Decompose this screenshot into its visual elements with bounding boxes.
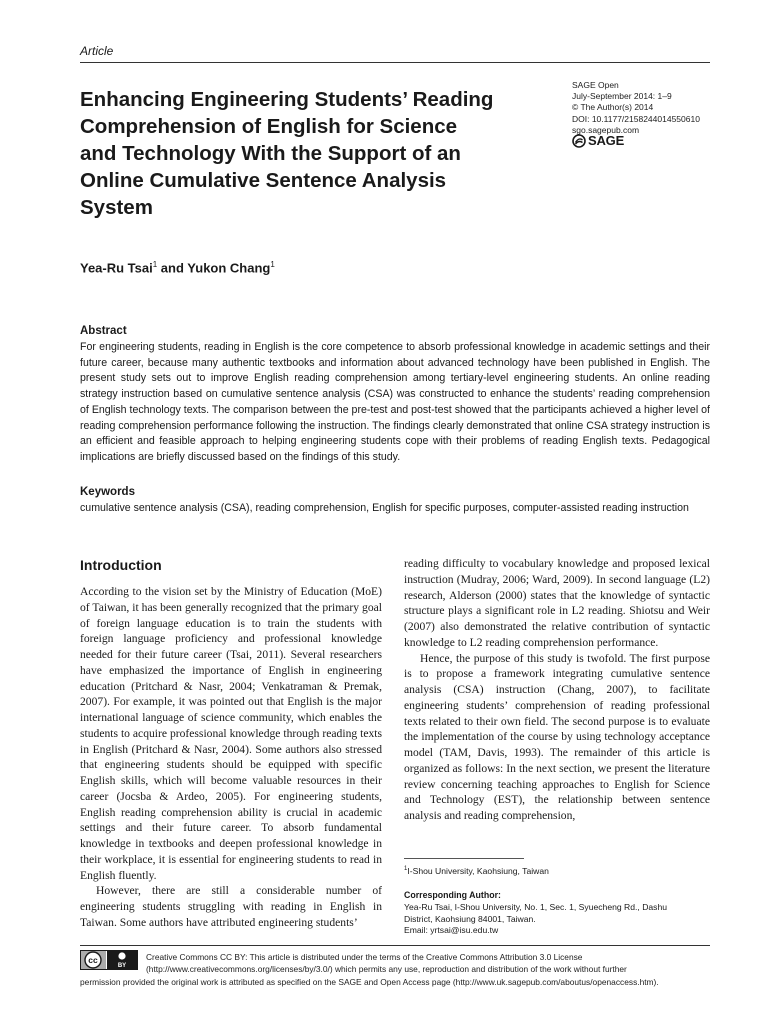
title-line: Enhancing Engineering Students’ Reading <box>80 88 494 111</box>
sage-logo-icon <box>572 134 586 148</box>
abstract-heading: Abstract <box>80 325 127 337</box>
right-column <box>404 556 710 824</box>
corresponding-address-line: Yea-Ru Tsai, I-Shou University, No. 1, Sec. 1, Syuecheng Rd., Dashu <box>404 902 668 912</box>
header-rule <box>80 62 710 63</box>
by-badge-text: BY <box>117 963 127 969</box>
author-name: Yukon Chang <box>187 260 271 276</box>
license-line: Creative Commons CC BY: This article is distributed under the terms of the Creative Commons Attribution 3.0 License <box>146 952 583 962</box>
left-column <box>80 584 382 931</box>
copyright: © The Author(s) 2014 <box>572 102 654 113</box>
title-line: System <box>80 196 153 219</box>
body-paragraph: Hence, the purpose of this study is twofold. The first purpose is to propose a framework integrating cumulative sentence analysis (CSA) instruction (Chang, 2007), to facilitate engineering students’ comprehension of reading professional texts related to their own field. The second purpose is to evaluate the implementation of the course by using technology acceptance model (TAM, Davis, 1993). The remainder of this article is organized as follows: In the next section, we present the literature review concerning teaching approaches to English for Science and Technology (EST), the relationship between sentence analysis and reading comprehension, <box>404 651 710 822</box>
body-paragraph: reading difficulty to vocabulary knowledge and proposed lexical instruction (Mudray, 2006; Ward, 2009). In second language (L2) research, Alderson (2000) states that the knowledge of syntactic structure plays a significant role in L2 reading. Shiotsu and Weir (2007) also demonstrated the relative contribution of syntactic knowledge to L2 reading comprehension performance. <box>404 557 710 649</box>
corresponding-address-line: District, Kaohsiung 84001, Taiwan. <box>404 913 536 924</box>
affiliation-marker: 1 <box>404 866 408 873</box>
section-heading-introduction: Introduction <box>80 557 162 573</box>
corresponding-author-heading: Corresponding Author: <box>404 890 501 900</box>
journal-issue: July-September 2014: 1–9 <box>572 91 672 102</box>
keywords-text: cumulative sentence analysis (CSA), reading comprehension, English for specific purposes, computer-assisted reading instruction <box>80 502 689 514</box>
author-name: Yea-Ru Tsai <box>80 260 153 276</box>
cc-badge-text: cc <box>88 955 98 965</box>
abstract-text: For engineering students, reading in English is the core competence to absorb professional knowledge in academic settings and their future career, because many authentic textbooks and information about advanced technology have been published in English. The present study sets out to improve English reading comprehension among tertiary-level engineering students. An online reading strategy instruction based on cumulative sentence analysis (CSA) was constructed to enhance the students’ reading comprehension of English technology texts. The comparison between the pre-test and post-test showed that the participants achieved a higher level of reading comprehension performance following the instruction. The findings clearly demonstrated that online CSA strategy instruction is an efficient and feasible approach to helping engineering students cope with their problems of reading English texts. Pedagogical implications are briefly discussed based on the findings of this study. <box>80 341 710 463</box>
body-paragraph: However, there are still a considerable number of engineering students struggling with reading in English in Taiwan. Some authors have attributed engineering students’ <box>80 884 382 929</box>
journal-meta <box>572 80 712 136</box>
sage-logo <box>572 133 624 148</box>
corresponding-email-link[interactable]: Email: yrtsai@isu.edu.tw <box>404 925 499 936</box>
author-affiliation-marker: 1 <box>270 260 275 269</box>
journal-name: SAGE Open <box>572 80 619 90</box>
corresponding-author-details <box>404 902 704 937</box>
body-paragraph: According to the vision set by the Ministry of Education (MoE) of Taiwan, it has been generally recognized that the primary goal of foreign language education is to train the students with foreign language proficiency and professional knowledge needed for their future career (Tsai, 2011). Several researchers have emphasized the importance of English in engineering education (Pritchard & Nasr, 2004; Venkatraman & Premak, 2007). For example, it was pointed out that English is the major international language of science community, which enables the students to acquire professional knowledge through reading texts in English (Pritchard & Nasr, 2004). Some authors also stressed that engineering students should be equipped with specific English skills, which will become valuable resources in their career (Jocsba & Ardeo, 2005). For engineering students, English reading comprehension ability is crucial in academic settings and their future career. To absorb fundamental knowledge in textbooks and deepen professional knowledge in their workplace, it is essential for engineering students to read in English fluently. <box>80 585 382 882</box>
title-line: and Technology With the Support of an <box>80 142 461 165</box>
author-conjunction: and <box>157 260 188 276</box>
license-line: permission provided the original work is attributed as specified on the SAGE and Open Access page (http://www.uk.sagepub.com/aboutus/openaccess.htm). <box>80 976 659 987</box>
affiliation-text: I-Shou University, Kaohsiung, Taiwan <box>407 866 549 876</box>
journal-site-link[interactable]: sgo.sagepub.com <box>572 124 640 135</box>
footer-rule <box>80 945 710 946</box>
paper-title <box>80 86 540 221</box>
footnote-rule <box>404 858 524 859</box>
author-line <box>80 260 275 275</box>
title-line: Comprehension of English for Science <box>80 115 458 138</box>
author-affiliation-marker: 1 <box>152 260 158 269</box>
affiliation-footnote <box>404 866 549 876</box>
doi: DOI: 10.1177/2158244014550610 <box>572 113 700 124</box>
article-type-label: Article <box>80 44 114 58</box>
title-line: Online Cumulative Sentence Analysis <box>80 169 447 192</box>
keywords-heading: Keywords <box>80 486 135 498</box>
sage-logo-text: SAGE <box>588 133 625 148</box>
license-line: (http://www.creativecommons.org/licenses/by/3.0/) which permits any use, reproduction and distribution of the work without further <box>146 964 627 975</box>
license-statement <box>80 951 720 988</box>
